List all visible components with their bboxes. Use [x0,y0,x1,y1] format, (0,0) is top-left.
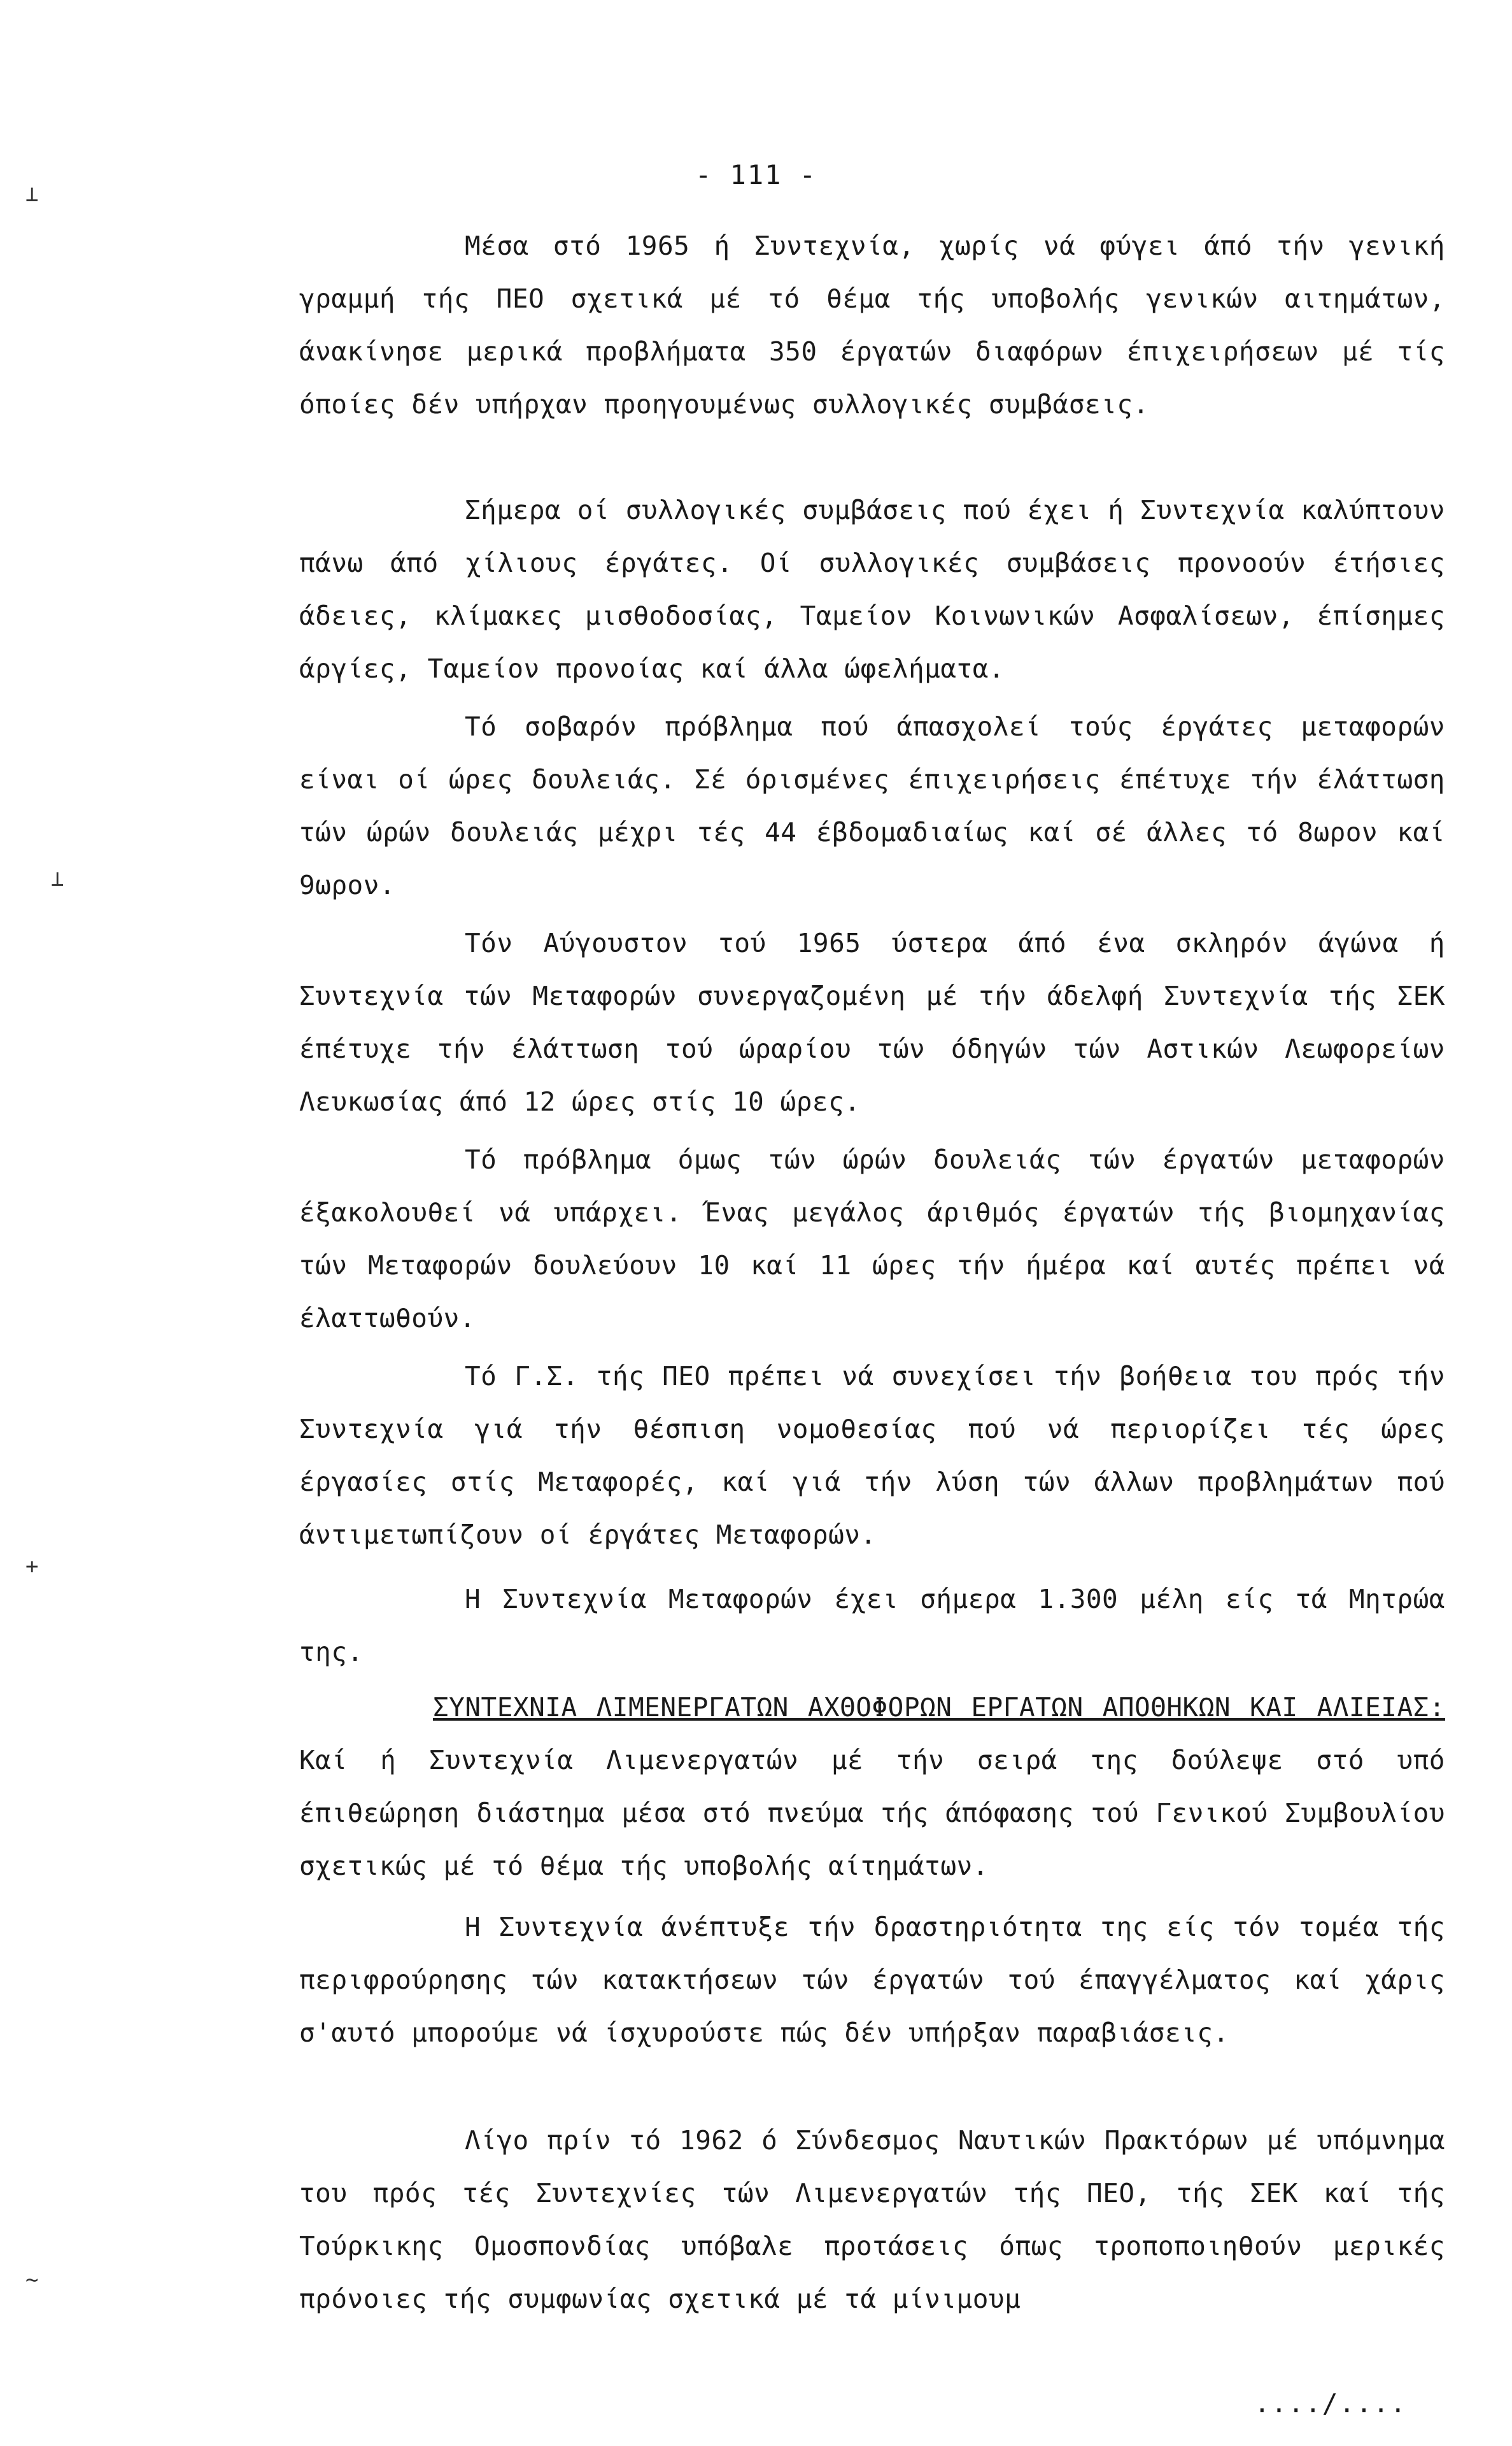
paragraph-6: Τό Γ.Σ. τής ΠΕΟ πρέπει νά συνεχίσει τήν βοήθεια του πρός τήν Συντεχνία γιά τήν θέσπιση νομοθεσίας πού νά περιορίζει τές ώρες έργασίες στίς Μεταφορές, καί γιά τήν λύση τών άλλων προβλημάτων πού άντιμετωπίζουν οί έργάτες Μεταφορών. [299,1361,1445,1550]
page-number: - 111 - [695,159,817,190]
punch-mark-icon: ⊥ [51,866,64,892]
paragraph-3: Τό σοβαρόν πρόβλημα πού άπασχολεί τούς έργάτες μεταφορών είναι οί ώρες δουλειάς. Σέ όρισμένες έπιχειρήσεις έπέτυχε τήν έλάττωση τών ώρών δουλειάς μέχρι τές 44 έβδομαδιαίως καί σέ άλλες τό 8ωρον καί 9ωρον. [299,711,1445,900]
section-paragraph [299,1681,1445,1893]
paragraph-8: Η Συντεχνία άνέπτυξε τήν δραστηριότητα της είς τόν τομέα τής περιφρούρησης τών κατακτήσεων τών έργατών τού έπαγγέλματος καί χάρις σ'αυτό μπορούμε νά ίσχυρούστε πώς δέν υπήρξαν παραβιάσεις. [299,1912,1445,2048]
section-heading: ΣΥΝΤΕΧΝΙΑ ΛΙΜΕΝΕΡΓΑΤΩΝ ΑΧΘΟΦΟΡΩΝ ΕΡΓΑΤΩΝ ΑΠΟΘΗΚΩΝ ΚΑΙ ΑΛΙΕΙΑΣ: [433,1692,1445,1723]
punch-mark-icon: ⊥ [25,181,39,207]
punch-mark-icon: ~ [25,2267,39,2293]
section-heading-text: Καί ή Συντεχνία Λιμενεργατών μέ τήν σειρά της δούλεψε στό υπό έπιθεώρηση διάστημα μέσα στό πνεύμα τής άπόφασης τού Γενικού Συμβουλίου σχετικώς μέ τό θέμα τής υποβολής αίτημάτων. [299,1745,1445,1881]
continuation-mark: ..../.... [1254,2388,1408,2419]
paragraph-4: Τόν Αύγουστον τού 1965 ύστερα άπό ένα σκληρόν άγώνα ή Συντεχνία τών Μεταφορών συνεργαζομένη μέ τήν άδελφή Συντεχνία τής ΣΕΚ έπέτυχε τήν έλάττωση τού ώραρίου τών όδηγών τών Αστικών Λεωφορείων Λευκωσίας άπό 12 ώρες στίς 10 ώρες. [299,928,1445,1117]
paragraph-9: Λίγο πρίν τό 1962 ό Σύνδεσμος Ναυτικών Πρακτόρων μέ υπόμνημα του πρός τές Συντεχνίες τών Λιμενεργατών τής ΠΕΟ, τής ΣΕΚ καί τής Τούρκικης Ομοσπονδίας υπόβαλε προτάσεις όπως τροποποιηθούν μερικές πρόνοιες τής συμφωνίας σχετικά μέ τά μίνιμουμ [299,2125,1445,2314]
paragraph-1: Μέσα στό 1965 ή Συντεχνία, χωρίς νά φύγει άπό τήν γενική γραμμή τής ΠΕΟ σχετικά μέ τό θέμα τής υποβολής γενικών αιτημάτων, άνακίνησε μερικά προβλήματα 350 έργατών διαφόρων έπιχειρήσεων μέ τίς όποίες δέν υπήρχαν προηγουμένως συλλογικές συμβάσεις. [299,231,1445,420]
punch-mark-icon: + [25,1554,39,1579]
paragraph-7: Η Συντεχνία Μεταφορών έχει σήμερα 1.300 μέλη είς τά Μητρώα της. [299,1584,1445,1667]
paragraph-5: Τό πρόβλημα όμως τών ώρών δουλειάς τών έργατών μεταφορών έξακολουθεί νά υπάρχει. Ένας μεγάλος άριθμός έργατών τής βιομηχανίας τών Μεταφορών δουλεύουν 10 καί 11 ώρες τήν ήμέρα καί αυτές πρέπει νά έλαττωθούν. [299,1144,1445,1333]
paragraph-2: Σήμερα οί συλλογικές συμβάσεις πού έχει ή Συντεχνία καλύπτουν πάνω άπό χίλιους έργάτες. Οί συλλογικές συμβάσεις προνοούν έτήσιες άδειες, κλίμακες μισθοδοσίας, Ταμείον Κοινωνικών Ασφαλίσεων, έπίσημες άργίες, Ταμείον προνοίας καί άλλα ώφελήματα. [299,495,1445,684]
